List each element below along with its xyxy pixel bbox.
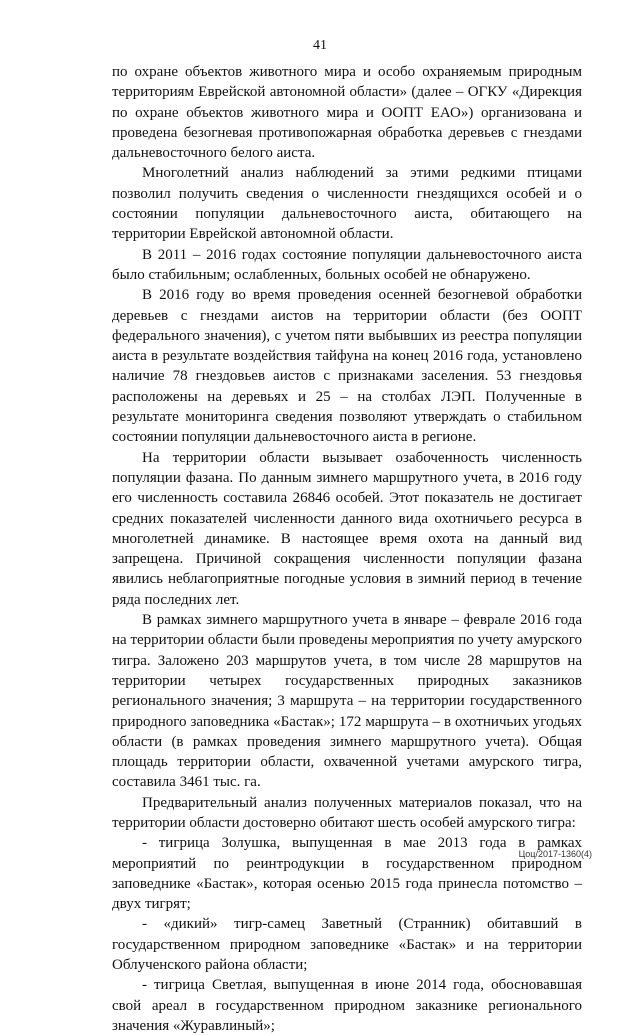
paragraph-stork-analysis: Многолетний анализ наблюдений за этими редкими птицами позволил получить сведения о численности гнездящихся особей и о состоянии популяции дальневосточного аиста, обитающего на территории Еврейской автономной области.: [112, 165, 582, 243]
paragraph-pheasant: На территории области вызывает озабоченность численность популяции фазана. По данным зимнего маршрутного учета, в 2016 году его численность составила 26846 особей. Этот показатель не достигает средних показателей численности данного вида охотничьего ресурса в многолетней динамике. В настоящее время охота на данный вид запрещена. Причиной сокращения численности популяции фазана явились неблагоприятные погодные условия в зимний период в течение ряда последних лет.: [112, 449, 582, 608]
page-number: 41: [313, 38, 327, 53]
document-body: [112, 62, 582, 1036]
paragraph-tiger-survey: В рамках зимнего маршрутного учета в январе – феврале 2016 года на территории области были проведены мероприятия по учету амурского тигра. Заложено 203 маршрутов учета, в том числе 28 маршрутов на территории четырех государственных природных заказников регионального значения; 3 маршрута – на территории государственного природного заповедника «Бастак»; 172 маршрута – в охотничьих угодьях области (в рамках проведения зимнего маршрутного учета). Общая площадь территории области, охваченной учетами амурского тигра, составила 3461 тыс. га.: [112, 612, 582, 791]
list-item-tigress-svetlaya: - тигрица Светлая, выпущенная в июне 2014 года, обосновавшая свой ареал в государственном природном заказнике регионального значения «Журавлиный»;: [112, 977, 582, 1034]
paragraph-stork-2016-nests: В 2016 году во время проведения осенней безогневой обработки деревьев с гнездами аистов на территории области (без ООПТ федерального значения), с учетом пяти выбывших из реестра популяции аиста в результате воздействия тайфуна на конец 2016 года, установлено наличие 78 гнездовьев аистов с признаками заселения. 53 гнездовья расположены на деревьях и 25 – на столбах ЛЭП. Полученные в результате мониторинга сведения позволяют утверждать о стабильном состоянии популяции дальневосточного аиста в регионе.: [112, 287, 582, 446]
document-code: Цоц/2017-1360(4): [518, 849, 592, 859]
paragraph-tiger-analysis: Предварительный анализ полученных материалов показал, что на территории области достоверно обитают шесть особей амурского тигра:: [112, 794, 582, 831]
list-item-tigress-zolushka: - тигрица Золушка, выпущенная в мае 2013 года в рамках мероприятий по реинтродукции в государственном природном заповеднике «Бастак», которая осенью 2015 года принесла потомство – двух тигрят;: [112, 835, 582, 913]
paragraph-continuation: по охране объектов животного мира и особо охраняемым природным территориям Еврейской автономной области» (далее – ОГКУ «Дирекция по охране объектов животного мира и ООПТ ЕАО») организована и проведена безогневая противопожарная обработка деревьев с гнездами дальневосточного белого аиста.: [112, 64, 582, 162]
paragraph-stork-2011-2016: В 2011 – 2016 годах состояние популяции дальневосточного аиста было стабильным; ослабленных, больных особей не обнаружено.: [112, 246, 582, 283]
list-item-tiger-zavetny: - «дикий» тигр-самец Заветный (Странник) обитавший в государственном природном заповеднике «Бастак» и на территории Облученского района области;: [112, 916, 582, 974]
